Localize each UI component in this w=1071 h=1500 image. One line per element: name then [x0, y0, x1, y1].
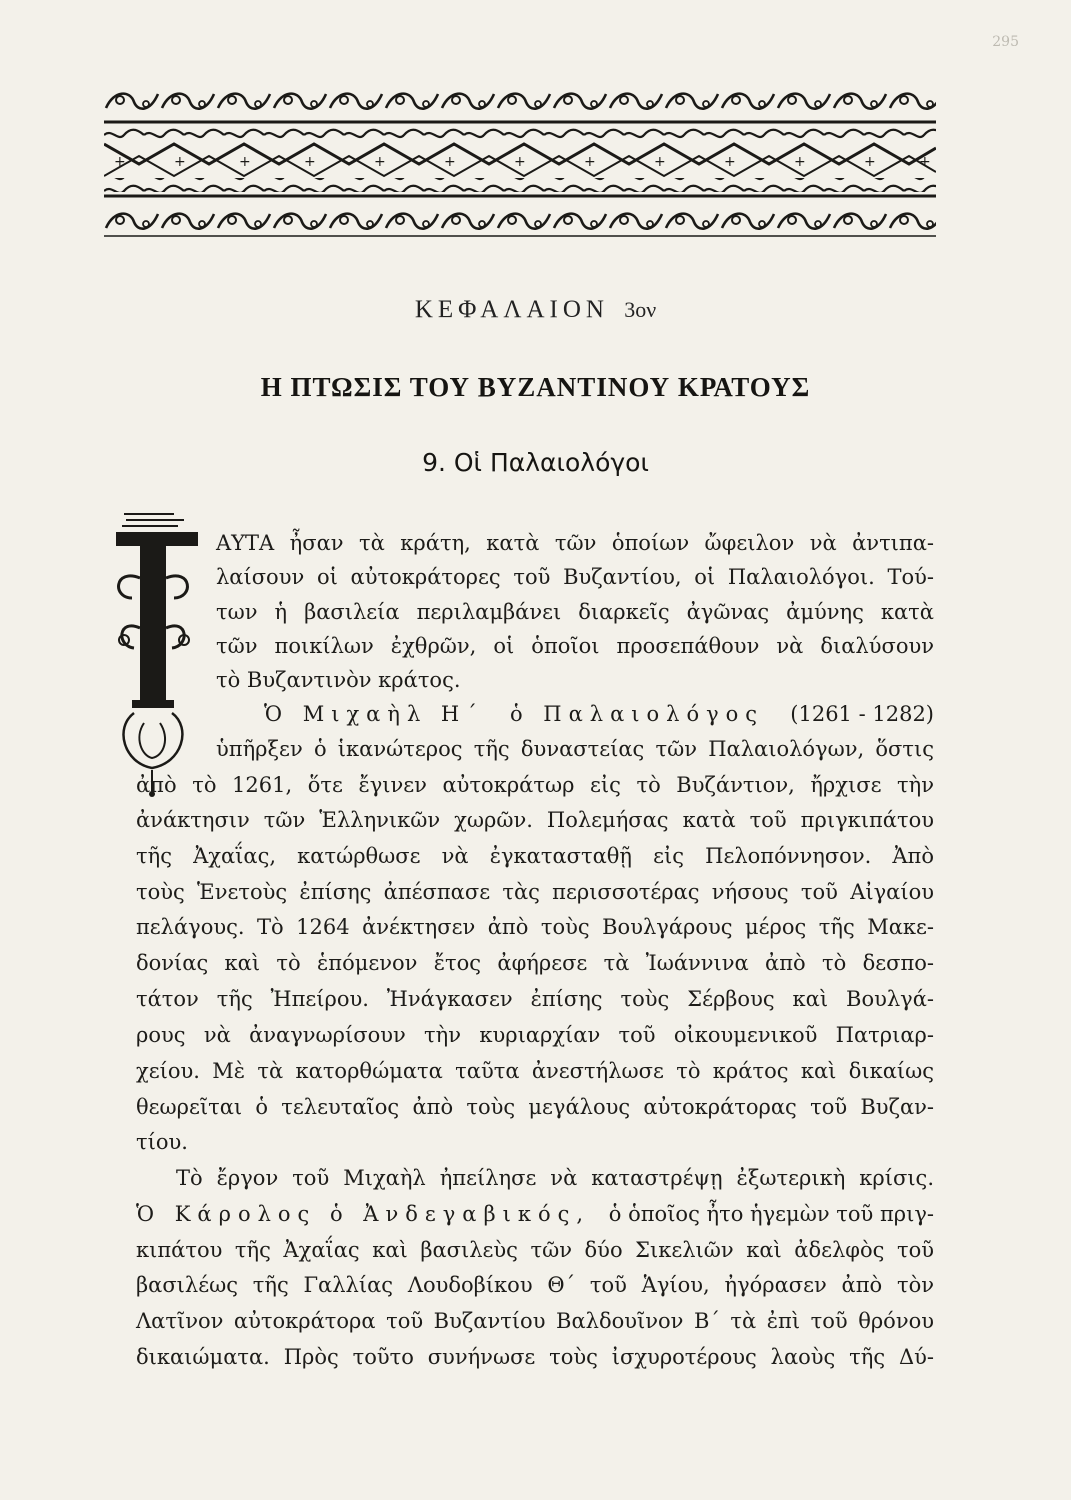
chapter-label: ΚΕΦΑΛΑΙΟΝ	[414, 296, 609, 323]
text-line: τίου.	[136, 1130, 188, 1154]
svg-text:+: +	[794, 154, 806, 170]
svg-text:+: +	[174, 154, 186, 170]
svg-text:+: +	[114, 154, 126, 170]
svg-text:+: +	[919, 154, 931, 170]
svg-text:+: +	[584, 154, 596, 170]
chapter-number: 3ον	[624, 297, 657, 322]
text-line: ΑΥΤΑ ἦσαν τὰ κράτη, κατὰ τῶν ὁποίων ὤφειλον νὰ ἀντιπα-	[216, 531, 934, 555]
michael-years: (1261 - 1282)	[790, 702, 934, 726]
page-number: 295	[992, 34, 1019, 50]
chapter-title: Η ΠΤΩΣΙΣ ΤΟΥ ΒΥΖΑΝΤΙΝΟΥ ΚΡΑΤΟΥΣ	[260, 372, 811, 402]
text-line: τὸ Βυζαντινὸν κράτος.	[216, 668, 461, 692]
svg-text:+: +	[654, 154, 666, 170]
text-line: χείου. Μὲ τὰ κατορθώματα ταῦτα ἀνεστήλωσε τὸ κράτος καὶ δικαίως	[136, 1059, 934, 1083]
text-line: τοὺς Ἑνετοὺς ἐπίσης ἀπέσπασε τὰς περισσοτέρας νήσους τοῦ Αἰγαίου	[136, 880, 934, 904]
michael-name: Ὁ Μιχαὴλ Η΄	[264, 702, 484, 726]
text-line: τῆς Ἀχαΐας, κατώρθωσε νὰ ἐγκατασταθῇ εἰς Πελοπόννησον. Ἀπὸ	[136, 844, 934, 868]
text-line: των ἡ βασιλεία περιλαμβάνει διαρκεῖς ἀγῶνας ἀμύνης κατὰ	[216, 600, 934, 624]
michael-heading-line	[264, 697, 934, 731]
dropcap-ornament	[104, 508, 204, 798]
text-line: ρους νὰ ἀναγνωρίσουν τὴν κυριαρχίαν τοῦ οἰκουμενικοῦ Πατριαρ-	[136, 1023, 934, 1047]
text-line: θεωρεῖται ὁ τελευταῖος ἀπὸ τοὺς μεγάλους αὐτοκράτορας τοῦ Βυζαν-	[136, 1095, 934, 1119]
text-line: δικαιώματα. Πρὸς τοῦτο συνήνωσε τοὺς ἰσχυροτέρους λαοὺς τῆς Δύ-	[136, 1345, 934, 1369]
text-line: ἀπὸ τὸ 1261, ὅτε ἔγινεν αὐτοκράτωρ εἰς τὸ Βυζάντιον, ἤρχισε τὴν	[136, 773, 934, 797]
text-line: βασιλέως τῆς Γαλλίας Λουδοβίκου Θ΄ τοῦ Ἁγίου, ἠγόρασεν ἀπὸ τὸν	[136, 1273, 934, 1297]
text-line: κιπάτου τῆς Ἀχαΐας καὶ βασιλεὺς τῶν δύο Σικελιῶν καὶ ἀδελφὸς τοῦ	[136, 1238, 934, 1262]
svg-text:+: +	[514, 154, 526, 170]
section-title: 9. Οἱ Παλαιολόγοι	[422, 448, 649, 477]
text-line: ὑπῆρξεν ὁ ἱκανώτερος τῆς δυναστείας τῶν Παλαιολόγων, ὅστις	[216, 737, 934, 761]
karolos-line	[136, 1197, 934, 1231]
karolos-rest: ὁ ὁποῖος ἦτο ἡγεμὼν τοῦ πριγ-	[608, 1202, 934, 1226]
svg-text:+: +	[864, 154, 876, 170]
karolos-name: Ὁ Κάρολος ὁ Ἀνδεγαβικός,	[136, 1202, 591, 1226]
dropcap-initial	[104, 508, 204, 798]
michael-surname: ὁ Παλαιολόγος	[509, 702, 765, 726]
svg-text:+: +	[374, 154, 386, 170]
svg-text:+: +	[724, 154, 736, 170]
text-line: τάτον τῆς Ἠπείρου. Ἠνάγκασεν ἐπίσης τοὺς Σέρβους καὶ Βουλγά-	[136, 987, 934, 1011]
header-ornament	[104, 86, 936, 244]
chapter-heading	[0, 296, 1071, 324]
text-line: ἀνάκτησιν τῶν Ἑλληνικῶν χωρῶν. Πολεμήσας κατὰ τοῦ πριγκιπάτου	[136, 808, 934, 832]
text-line: πελάγους. Τὸ 1264 ἀνέκτησεν ἀπὸ τοὺς Βουλγάρους μέρος τῆς Μακε-	[136, 915, 934, 939]
text-line: Λατῖνον αὐτοκράτορα τοῦ Βυζαντίου Βαλδουῖνον Β΄ τὰ ἐπὶ τοῦ θρόνου	[136, 1309, 934, 1333]
text-line: τῶν ποικίλων ἐχθρῶν, οἱ ὁποῖοι προσεπάθουν νὰ διαλύσουν	[216, 634, 934, 658]
text-line: δονίας καὶ τὸ ἑπόμενον ἔτος ἀφήρεσε τὰ Ἰωάννινα ἀπὸ τὸ δεσπο-	[136, 951, 934, 975]
text-line: λαίσουν οἱ αὐτοκράτορες τοῦ Βυζαντίου, οἱ Παλαιολόγοι. Τού-	[216, 565, 934, 589]
svg-text:+: +	[304, 154, 316, 170]
svg-text:+: +	[444, 154, 456, 170]
text-line: Τὸ ἔργον τοῦ Μιχαὴλ ἠπείλησε νὰ καταστρέψῃ ἐξωτερικὴ κρίσις.	[176, 1166, 934, 1190]
svg-text:+: +	[239, 154, 251, 170]
